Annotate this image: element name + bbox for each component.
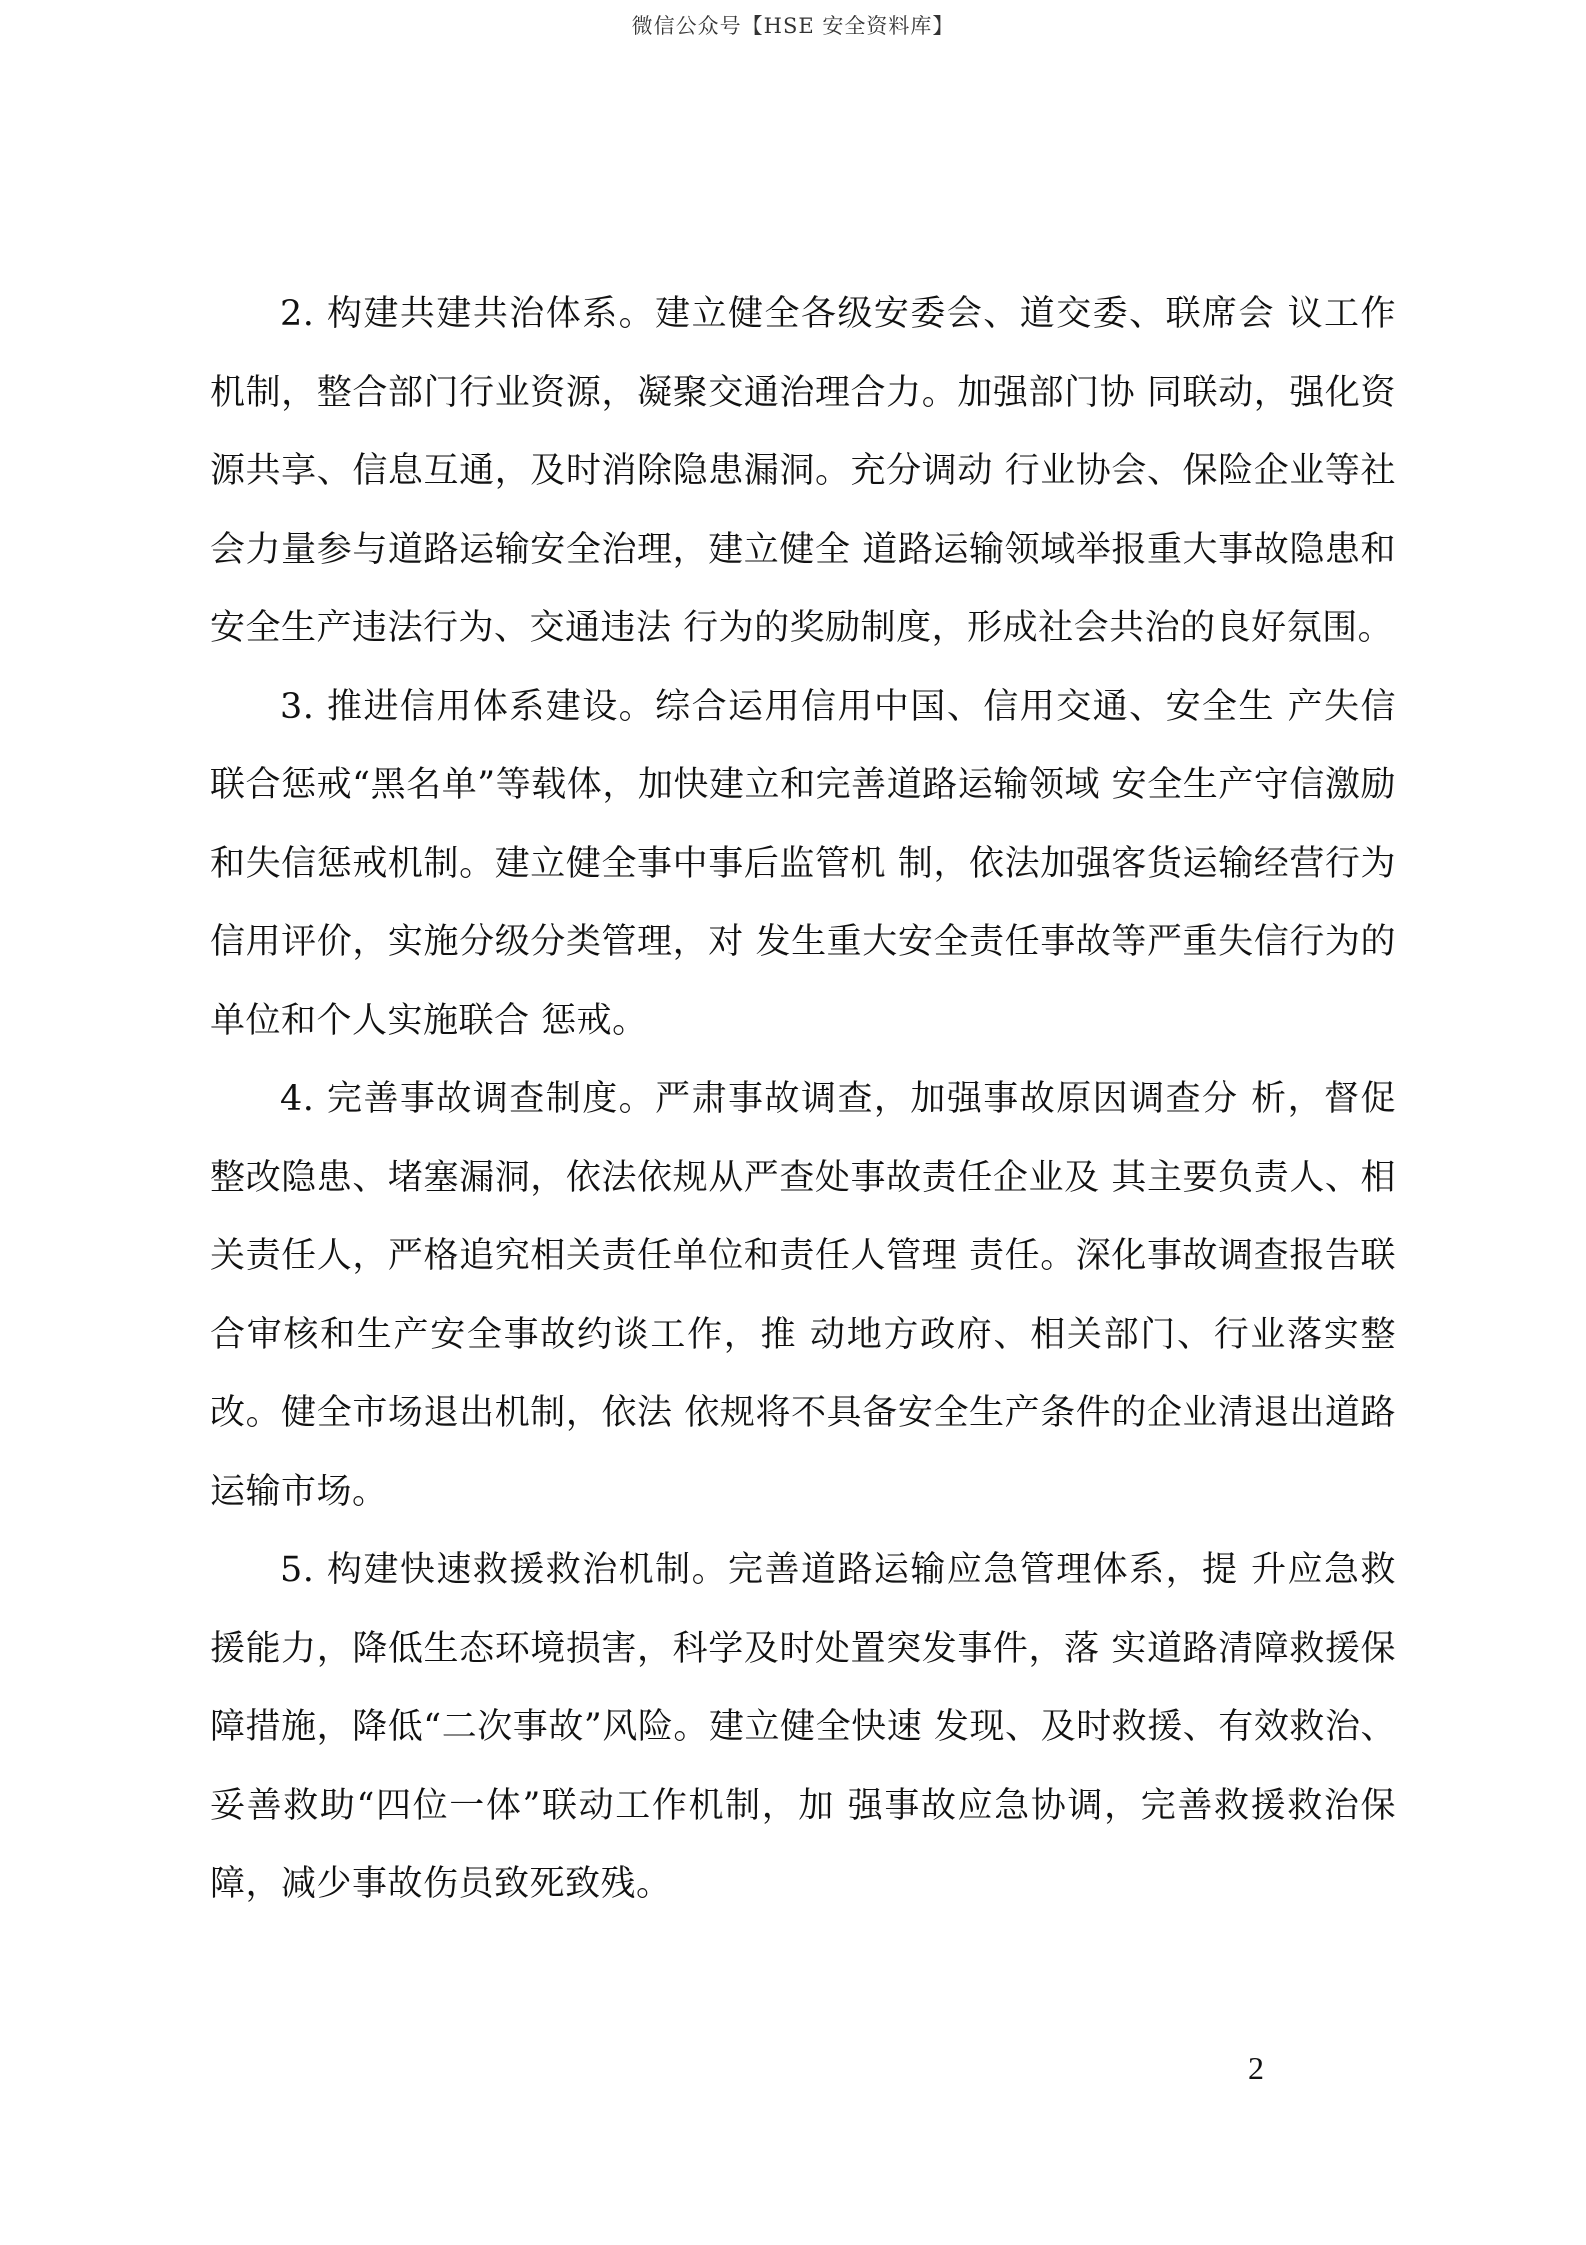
paragraph-accident-investigation: 4. 完善事故调查制度。严肃事故调查，加强事故原因调查分 析，督促整改隐患、堵塞漏洞，依法依规从严查处事故责任企业及 其主要负责人、相关责任人，严格追究相关责任单位和责任人管理 责任。深化事故调查报告联合审核和生产安全事故约谈工作，推 动地方政府、相关部门、行业落实整改。健全市场退出机制，依法 依规将不具备安全生产条件的企业清退出道路运输市场。 [210, 1079, 1396, 1512]
document-body [210, 275, 1396, 1924]
paragraph-rescue-mechanism: 5. 构建快速救援救治机制。完善道路运输应急管理体系，提 升应急救援能力，降低生态环境损害，科学及时处置突发事件，落 实道路清障救援保障措施，降低“二次事故”风险。建立健全快速 发现、及时救援、有效救治、妥善救助“四位一体”联动工作机制，加 强事故应急协调，完善救援救治保障，减少事故伤员致死致残。 [210, 1550, 1396, 1904]
page-number: 2 [1248, 2050, 1264, 2086]
paragraph-credit-system: 3. 推进信用体系建设。综合运用信用中国、信用交通、安全生 产失信联合惩戒“黑名单”等载体，加快建立和完善道路运输领域 安全生产守信激励和失信惩戒机制。建立健全事中事后监管机 制，依法加强客货运输经营行为信用评价，实施分级分类管理，对 发生重大安全责任事故等严重失信行为的单位和个人实施联合 惩戒。 [210, 686, 1396, 1041]
page-header: 微信公众号【HSE 安全资料库】 [631, 14, 955, 38]
paragraph-co-governance: 2. 构建共建共治体系。建立健全各级安委会、道交委、联席会 议工作机制，整合部门行业资源，凝聚交通治理合力。加强部门协 同联动，强化资源共享、信息互通，及时消除隐患漏洞。充分调动 行业协会、保险企业等社会力量参与道路运输安全治理，建立健全 道路运输领域举报重大事故隐患和安全生产违法行为、交通违法 行为的奖励制度，形成社会共治的良好氛围。 [210, 294, 1396, 648]
